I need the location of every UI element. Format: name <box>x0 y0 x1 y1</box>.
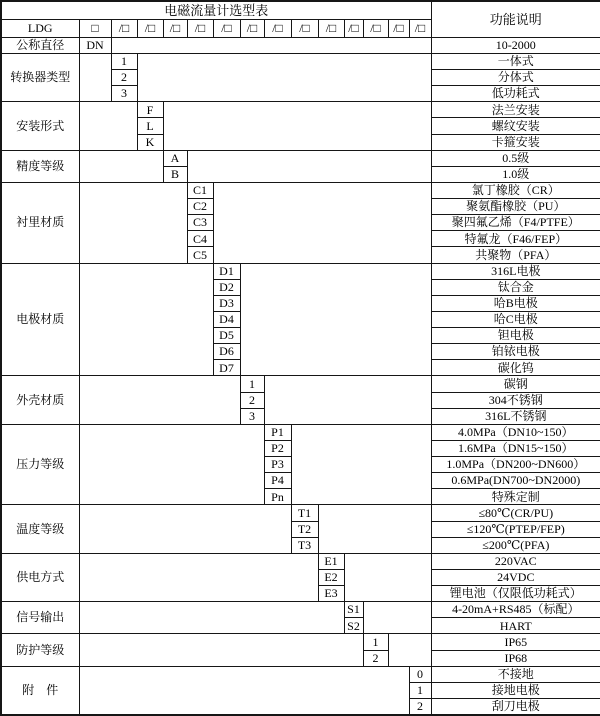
spacer-cell <box>344 553 431 601</box>
code-cell: C5 <box>187 247 213 263</box>
function-cell: 1.6MPa（DN15~150） <box>431 440 600 456</box>
function-cell: 钽电极 <box>431 328 600 344</box>
model-code-box: /□ <box>240 19 264 37</box>
spacer-cell <box>79 602 344 634</box>
code-cell: B <box>163 166 187 182</box>
category-label: 公称直径 <box>1 37 79 53</box>
code-cell: 1 <box>111 53 137 69</box>
table-row <box>1 602 600 618</box>
function-cell: 特殊定制 <box>431 489 600 505</box>
function-cell: HART <box>431 618 600 634</box>
code-cell: E3 <box>318 586 344 602</box>
diameter-row <box>1 37 600 53</box>
function-cell: IP65 <box>431 634 600 650</box>
spacer-cell <box>240 263 431 376</box>
code-cell: 0 <box>409 666 431 682</box>
code-cell: C4 <box>187 231 213 247</box>
code-cell: 1 <box>409 682 431 698</box>
spacer-cell <box>79 102 137 150</box>
code-cell: D3 <box>213 295 240 311</box>
code-cell: Pn <box>264 489 291 505</box>
code-cell: L <box>137 118 163 134</box>
category-label: 附件 <box>1 666 79 715</box>
function-cell: 10-2000 <box>431 37 600 53</box>
function-column-header: 功能说明 <box>431 1 600 37</box>
spacer-cell <box>163 102 431 150</box>
function-cell: 螺纹安装 <box>431 118 600 134</box>
spacer-cell <box>137 53 431 101</box>
function-cell: 4-20mA+RS485（标配） <box>431 602 600 618</box>
table-row <box>1 634 600 650</box>
code-cell: P3 <box>264 457 291 473</box>
function-cell: 刮刀电极 <box>431 698 600 715</box>
model-code-box: □ <box>79 19 111 37</box>
table-title: 电磁流量计选型表 <box>1 1 431 19</box>
function-cell: 特氟龙（F46/FEP） <box>431 231 600 247</box>
table-row <box>1 53 600 69</box>
table-row <box>1 376 600 392</box>
table-row <box>1 553 600 569</box>
title-row <box>1 1 600 19</box>
model-prefix: LDG <box>1 19 79 37</box>
code-cell: T2 <box>291 521 318 537</box>
code-cell: 3 <box>111 86 137 102</box>
spacer-cell <box>79 376 240 424</box>
spacer-cell <box>79 424 264 505</box>
table-row <box>1 150 600 166</box>
table-row <box>1 424 600 440</box>
function-cell: 氯丁橡胶（CR） <box>431 182 600 198</box>
code-cell: 3 <box>240 408 264 424</box>
function-cell: 碳钢 <box>431 376 600 392</box>
model-code-box: /□ <box>291 19 318 37</box>
spacer-cell <box>79 263 213 376</box>
category-label: 压力等级 <box>1 424 79 505</box>
function-cell: 锂电池（仅限低功耗式） <box>431 586 600 602</box>
function-cell: 聚氨酯橡胶（PU） <box>431 199 600 215</box>
spacer-cell <box>79 150 163 182</box>
code-cell: S1 <box>344 602 363 618</box>
code-cell: F <box>137 102 163 118</box>
function-cell: ≤200℃(PFA) <box>431 537 600 553</box>
function-cell: ≤80℃(CR/PU) <box>431 505 600 521</box>
table-row <box>1 182 600 198</box>
spacer-cell <box>291 424 431 505</box>
function-cell: 共聚物（PFA） <box>431 247 600 263</box>
code-cell: A <box>163 150 187 166</box>
table-row <box>1 102 600 118</box>
code-cell: D7 <box>213 360 240 376</box>
model-code-box: /□ <box>187 19 213 37</box>
function-cell: 哈B电极 <box>431 295 600 311</box>
code-cell: 2 <box>409 698 431 715</box>
spacer-cell <box>213 182 431 263</box>
code-cell: 2 <box>111 70 137 86</box>
function-cell: 铂铱电极 <box>431 344 600 360</box>
spacer-cell <box>318 505 431 553</box>
table-row <box>1 505 600 521</box>
category-label: 电极材质 <box>1 263 79 376</box>
category-label: 转换器类型 <box>1 53 79 101</box>
spacer-cell <box>79 182 187 263</box>
function-cell: 316L电极 <box>431 263 600 279</box>
model-code-box: /□ <box>388 19 409 37</box>
code-cell: P1 <box>264 424 291 440</box>
category-label: 防护等级 <box>1 634 79 666</box>
code-cell: E1 <box>318 553 344 569</box>
model-code-box: /□ <box>344 19 363 37</box>
function-cell: 法兰安装 <box>431 102 600 118</box>
code-cell: P4 <box>264 473 291 489</box>
function-cell: 低功耗式 <box>431 86 600 102</box>
spacer-cell <box>79 505 291 553</box>
function-cell: 一体式 <box>431 53 600 69</box>
category-label: 供电方式 <box>1 553 79 601</box>
function-cell: 钛合金 <box>431 279 600 295</box>
model-code-box: /□ <box>111 19 137 37</box>
category-label: 安装形式 <box>1 102 79 150</box>
spacer-cell <box>79 634 363 666</box>
spacer-cell <box>264 376 431 424</box>
code-cell: C1 <box>187 182 213 198</box>
model-code-box: /□ <box>409 19 431 37</box>
function-cell: IP68 <box>431 650 600 666</box>
code-cell: 2 <box>240 392 264 408</box>
code-cell: D5 <box>213 328 240 344</box>
code-cell: E2 <box>318 569 344 585</box>
function-cell: 碳化钨 <box>431 360 600 376</box>
model-code-box: /□ <box>163 19 187 37</box>
model-code-box: /□ <box>137 19 163 37</box>
code-cell: 1 <box>363 634 388 650</box>
code-cell: C2 <box>187 199 213 215</box>
model-code-box: /□ <box>318 19 344 37</box>
function-cell: 聚四氟乙烯（F4/PTFE） <box>431 215 600 231</box>
category-label: 温度等级 <box>1 505 79 553</box>
function-cell: 24VDC <box>431 569 600 585</box>
function-cell: 哈C电极 <box>431 311 600 327</box>
function-cell: 1.0MPa（DN200~DN600） <box>431 457 600 473</box>
code-cell: D6 <box>213 344 240 360</box>
code-cell: DN <box>79 37 111 53</box>
code-cell: T1 <box>291 505 318 521</box>
spacer-cell <box>187 150 431 182</box>
code-cell: D1 <box>213 263 240 279</box>
code-cell: T3 <box>291 537 318 553</box>
function-cell: ≤120℃(PTEP/FEP) <box>431 521 600 537</box>
function-cell: 不接地 <box>431 666 600 682</box>
code-cell: 1 <box>240 376 264 392</box>
function-cell: 卡箍安装 <box>431 134 600 150</box>
code-cell: D4 <box>213 311 240 327</box>
code-cell: C3 <box>187 215 213 231</box>
spacer-cell <box>363 602 431 634</box>
spacer-cell <box>79 53 111 101</box>
table-row <box>1 263 600 279</box>
function-cell: 0.5级 <box>431 150 600 166</box>
spacer-cell <box>111 37 431 53</box>
function-cell: 0.6MPa(DN700~DN2000) <box>431 473 600 489</box>
function-cell: 接地电极 <box>431 682 600 698</box>
code-cell: S2 <box>344 618 363 634</box>
function-cell: 220VAC <box>431 553 600 569</box>
function-cell: 4.0MPa（DN10~150） <box>431 424 600 440</box>
spacer-cell <box>79 666 409 715</box>
function-cell: 分体式 <box>431 70 600 86</box>
function-cell: 316L不锈钢 <box>431 408 600 424</box>
function-cell: 1.0级 <box>431 166 600 182</box>
code-cell: P2 <box>264 440 291 456</box>
spacer-cell <box>79 553 318 601</box>
code-cell: D2 <box>213 279 240 295</box>
code-cell: K <box>137 134 163 150</box>
category-label: 信号输出 <box>1 602 79 634</box>
model-code-box: /□ <box>213 19 240 37</box>
category-label: 衬里材质 <box>1 182 79 263</box>
model-code-box: /□ <box>363 19 388 37</box>
model-code-box: /□ <box>264 19 291 37</box>
category-label: 精度等级 <box>1 150 79 182</box>
table-row <box>1 666 600 682</box>
function-cell: 304不锈钢 <box>431 392 600 408</box>
spacer-cell <box>388 634 431 666</box>
code-cell: 2 <box>363 650 388 666</box>
category-label: 外壳材质 <box>1 376 79 424</box>
